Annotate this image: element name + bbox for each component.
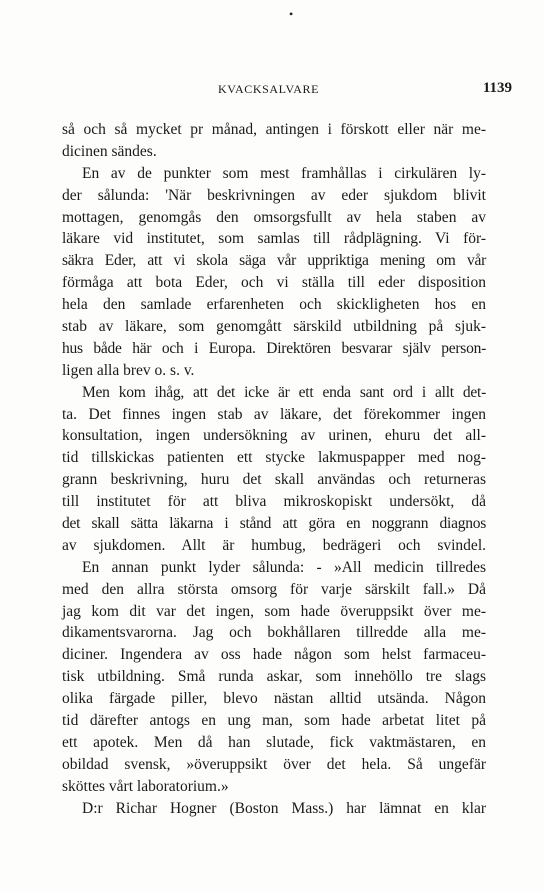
text-line: D:r Richar Hogner (Boston Mass.) har lämnat en klar (82, 799, 486, 817)
text-line: Men kom ihåg, att det icke är ett enda sant ord i allt det- (82, 383, 486, 401)
body-text (62, 119, 486, 820)
text-line: hus både här och i Europa. Direktören besvarar själv person- (62, 339, 486, 357)
text-line: med den allra största omsorg för varje särskilt fall.» Då (62, 580, 486, 598)
text-line: ta. Det finnes ingen stab av läkare, det förekommer ingen (62, 405, 486, 423)
text-line: stab av läkare, som genomgått särskild utbildning på sjuk- (62, 318, 486, 336)
running-head: KVACKSALVARE (218, 82, 320, 96)
text-line: der sålunda: 'När beskrivningen av eder sjukdom blivit (62, 186, 486, 204)
page-number: 1139 (482, 80, 512, 96)
text-line: av sjukdomen. Allt är humbug, bedrägeri och svindel. (62, 536, 486, 554)
text-line: dikamentsvarorna. Jag och bokhållaren tillredde alla me- (62, 624, 486, 642)
text-line: tisk utbildning. Små runda askar, som innehöllo tre slags (62, 668, 486, 686)
text-line: tid därefter antogs en ung man, som hade arbetat litet på (62, 712, 486, 730)
text-line: tid tillskickas patienten ett stycke lakmuspapper med nog- (62, 449, 486, 467)
text-line: diciner. Ingendera av oss hade någon som helst farmaceu- (62, 646, 486, 664)
text-line: jag kom dit var det ingen, som hade överuppsikt över me- (62, 602, 486, 620)
page-header (62, 80, 512, 98)
text-line: konsultation, ingen undersökning av urinen, ehuru det all- (62, 427, 486, 445)
text-line: dicinen sändes. (62, 142, 157, 160)
text-line: mottagen, genomgås den omsorgsfullt av hela staben av (62, 208, 486, 226)
text-line: ett apotek. Men då han slutade, fick vaktmästaren, en (62, 733, 486, 751)
text-line: hela den samlade erfarenheten och skickligheten hos en (62, 296, 486, 314)
text-line: läkare vid institutet, som samlas till rådplägning. Vi för- (62, 230, 486, 248)
text-line: En av de punkter som mest framhållas i cirkulären ly- (82, 164, 486, 182)
text-line: obildad svensk, »överuppsikt över det hela. Så ungefär (62, 755, 486, 773)
text-line: det skall sätta läkarna i stånd att göra en noggrann diagnos (62, 515, 486, 533)
text-line: förmåga att bota Eder, och vi ställa till eder disposition (62, 274, 486, 292)
text-line: så och så mycket pr månad, antingen i förskott eller när me- (62, 121, 486, 138)
text-line: säkra Eder, att vi skola säga vår uppriktiga mening om vår (62, 252, 486, 270)
text-line: olika färgade piller, blevo nästan alltid utsända. Någon (62, 690, 486, 708)
text-line: En annan punkt lyder sålunda: - »All medicin tillredes (82, 558, 486, 576)
text-line: sköttes vårt laboratorium.» (62, 777, 229, 795)
top-edge-mark: • (289, 7, 294, 21)
text-line: till institutet för att bliva mikroskopiskt undersökt, då (62, 493, 486, 511)
text-line: grann beskrivning, huru det skall användas och returneras (62, 471, 486, 489)
text-line: ligen alla brev o. s. v. (62, 361, 195, 379)
